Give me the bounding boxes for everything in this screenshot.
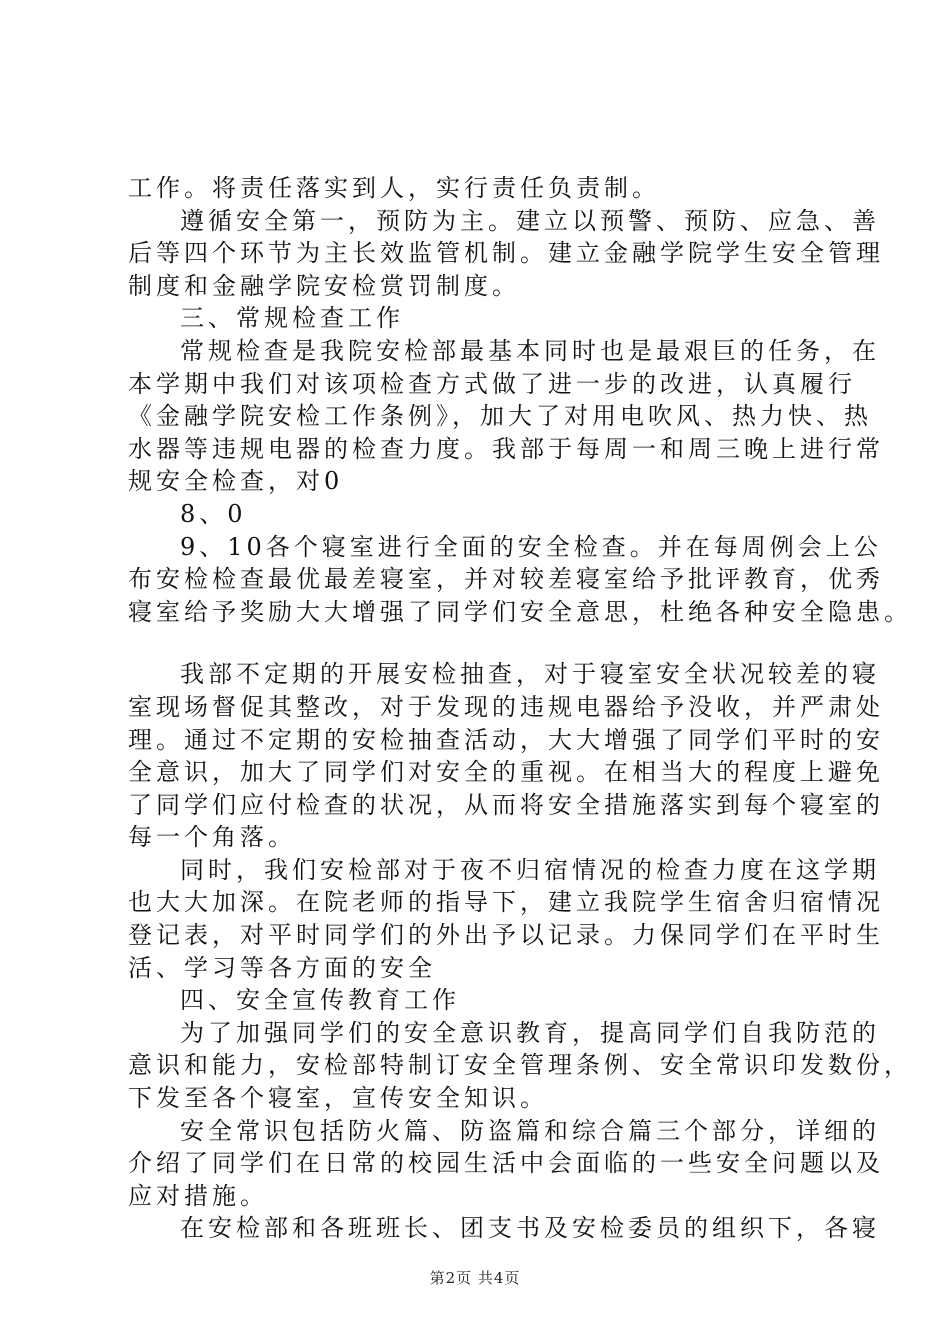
paragraph-gap <box>128 628 834 658</box>
text-line: 介绍了同学们在日常的校园生活中会面临的一些安全问题以及 <box>128 1149 884 1178</box>
text-line: 意识和能力，安检部特制订安全管理条例、安全常识印发数份， <box>128 1051 912 1080</box>
text-line: 在安检部和各班班长、团支书及安检委员的组织下，各寝 <box>180 1214 880 1243</box>
text-line: 为了加强同学们的安全意识教育，提高同学们自我防范的 <box>180 1018 880 1047</box>
paragraph <box>128 1115 884 1213</box>
text-line: 安全常识包括防火篇、防盗篇和综合篇三个部分，详细的 <box>180 1116 880 1145</box>
text-line: 每一个角落。 <box>128 823 296 852</box>
paragraph <box>128 172 834 205</box>
text-line: 同时，我们安检部对于夜不归宿情况的检查力度在这学期 <box>180 855 880 884</box>
text-line: 也大大加深。在院老师的指导下，建立我院学生宿舍归宿情况 <box>128 888 884 917</box>
text-line: 9、10各个寝室进行全面的安全检查。并在每周例会上公 <box>180 532 882 561</box>
text-line: 工作。将责任落实到人，实行责任负责制。 <box>128 174 660 202</box>
text-line: 全意识，加大了同学们对安全的重视。在相当大的程度上避免 <box>128 758 884 787</box>
text-line: 活、学习等各方面的安全 <box>128 953 436 982</box>
paragraph <box>128 854 884 984</box>
paragraph <box>128 531 912 629</box>
paragraph <box>128 658 884 854</box>
text-line: 我部不定期的开展安检抽查，对于寝室安全状况较差的寝 <box>180 660 880 689</box>
text-line: 理。通过不定期的安检抽查活动，大大增强了同学们平时的安 <box>128 725 884 754</box>
text-line: 《金融学院安检工作条例》，加大了对用电吹风、热力快、热 <box>128 402 872 431</box>
text-line: 水器等违规电器的检查力度。我部于每周一和周三晚上进行常 <box>128 434 884 463</box>
text-line: 室现场督促其整改，对于发现的违规电器给予没收，并严肃处 <box>128 692 884 721</box>
paragraph <box>128 1212 880 1245</box>
page-footer: 第2页 共4页 <box>429 1269 521 1287</box>
text-line: 8、0 <box>180 499 247 528</box>
text-line: 布安检检查最优最差寝室，并对较差寝室给予批评教育，优秀 <box>128 565 884 594</box>
text-line: 规安全检查，对0 <box>128 467 344 496</box>
paragraph <box>128 498 834 531</box>
document-body <box>128 172 912 1245</box>
text-line: 三、常规检查工作 <box>180 304 404 333</box>
text-line: 登记表，对平时同学们的外出予以记录。力保同学们在平时生 <box>128 921 884 950</box>
text-line: 应对措施。 <box>128 1181 268 1210</box>
text-line: 常规检查是我院安检部最基本同时也是最艰巨的任务，在 <box>180 336 880 365</box>
paragraph <box>128 1017 912 1115</box>
text-line: 遵循安全第一，预防为主。建立以预警、预防、应急、善 <box>180 206 880 235</box>
text-line: 四、安全宣传教育工作 <box>180 986 460 1015</box>
text-line: 本学期中我们对该项检查方式做了进一步的改进，认真履行 <box>128 369 856 398</box>
text-line: 了同学们应付检查的状况，从而将安全措施落实到每个寝室的 <box>128 790 884 819</box>
text-line: 寝室给予奖励大大增强了同学们安全意思，杜绝各种安全隐患。 <box>128 597 912 626</box>
paragraph <box>128 984 834 1017</box>
paragraph <box>128 302 834 335</box>
paragraph <box>128 335 884 498</box>
text-line: 后等四个环节为主长效监管机制。建立金融学院学生安全管理 <box>128 239 884 268</box>
paragraph <box>128 205 884 303</box>
text-line: 制度和金融学院安检赏罚制度。 <box>128 271 520 300</box>
text-line: 下发至各个寝室，宣传安全知识。 <box>128 1084 548 1113</box>
